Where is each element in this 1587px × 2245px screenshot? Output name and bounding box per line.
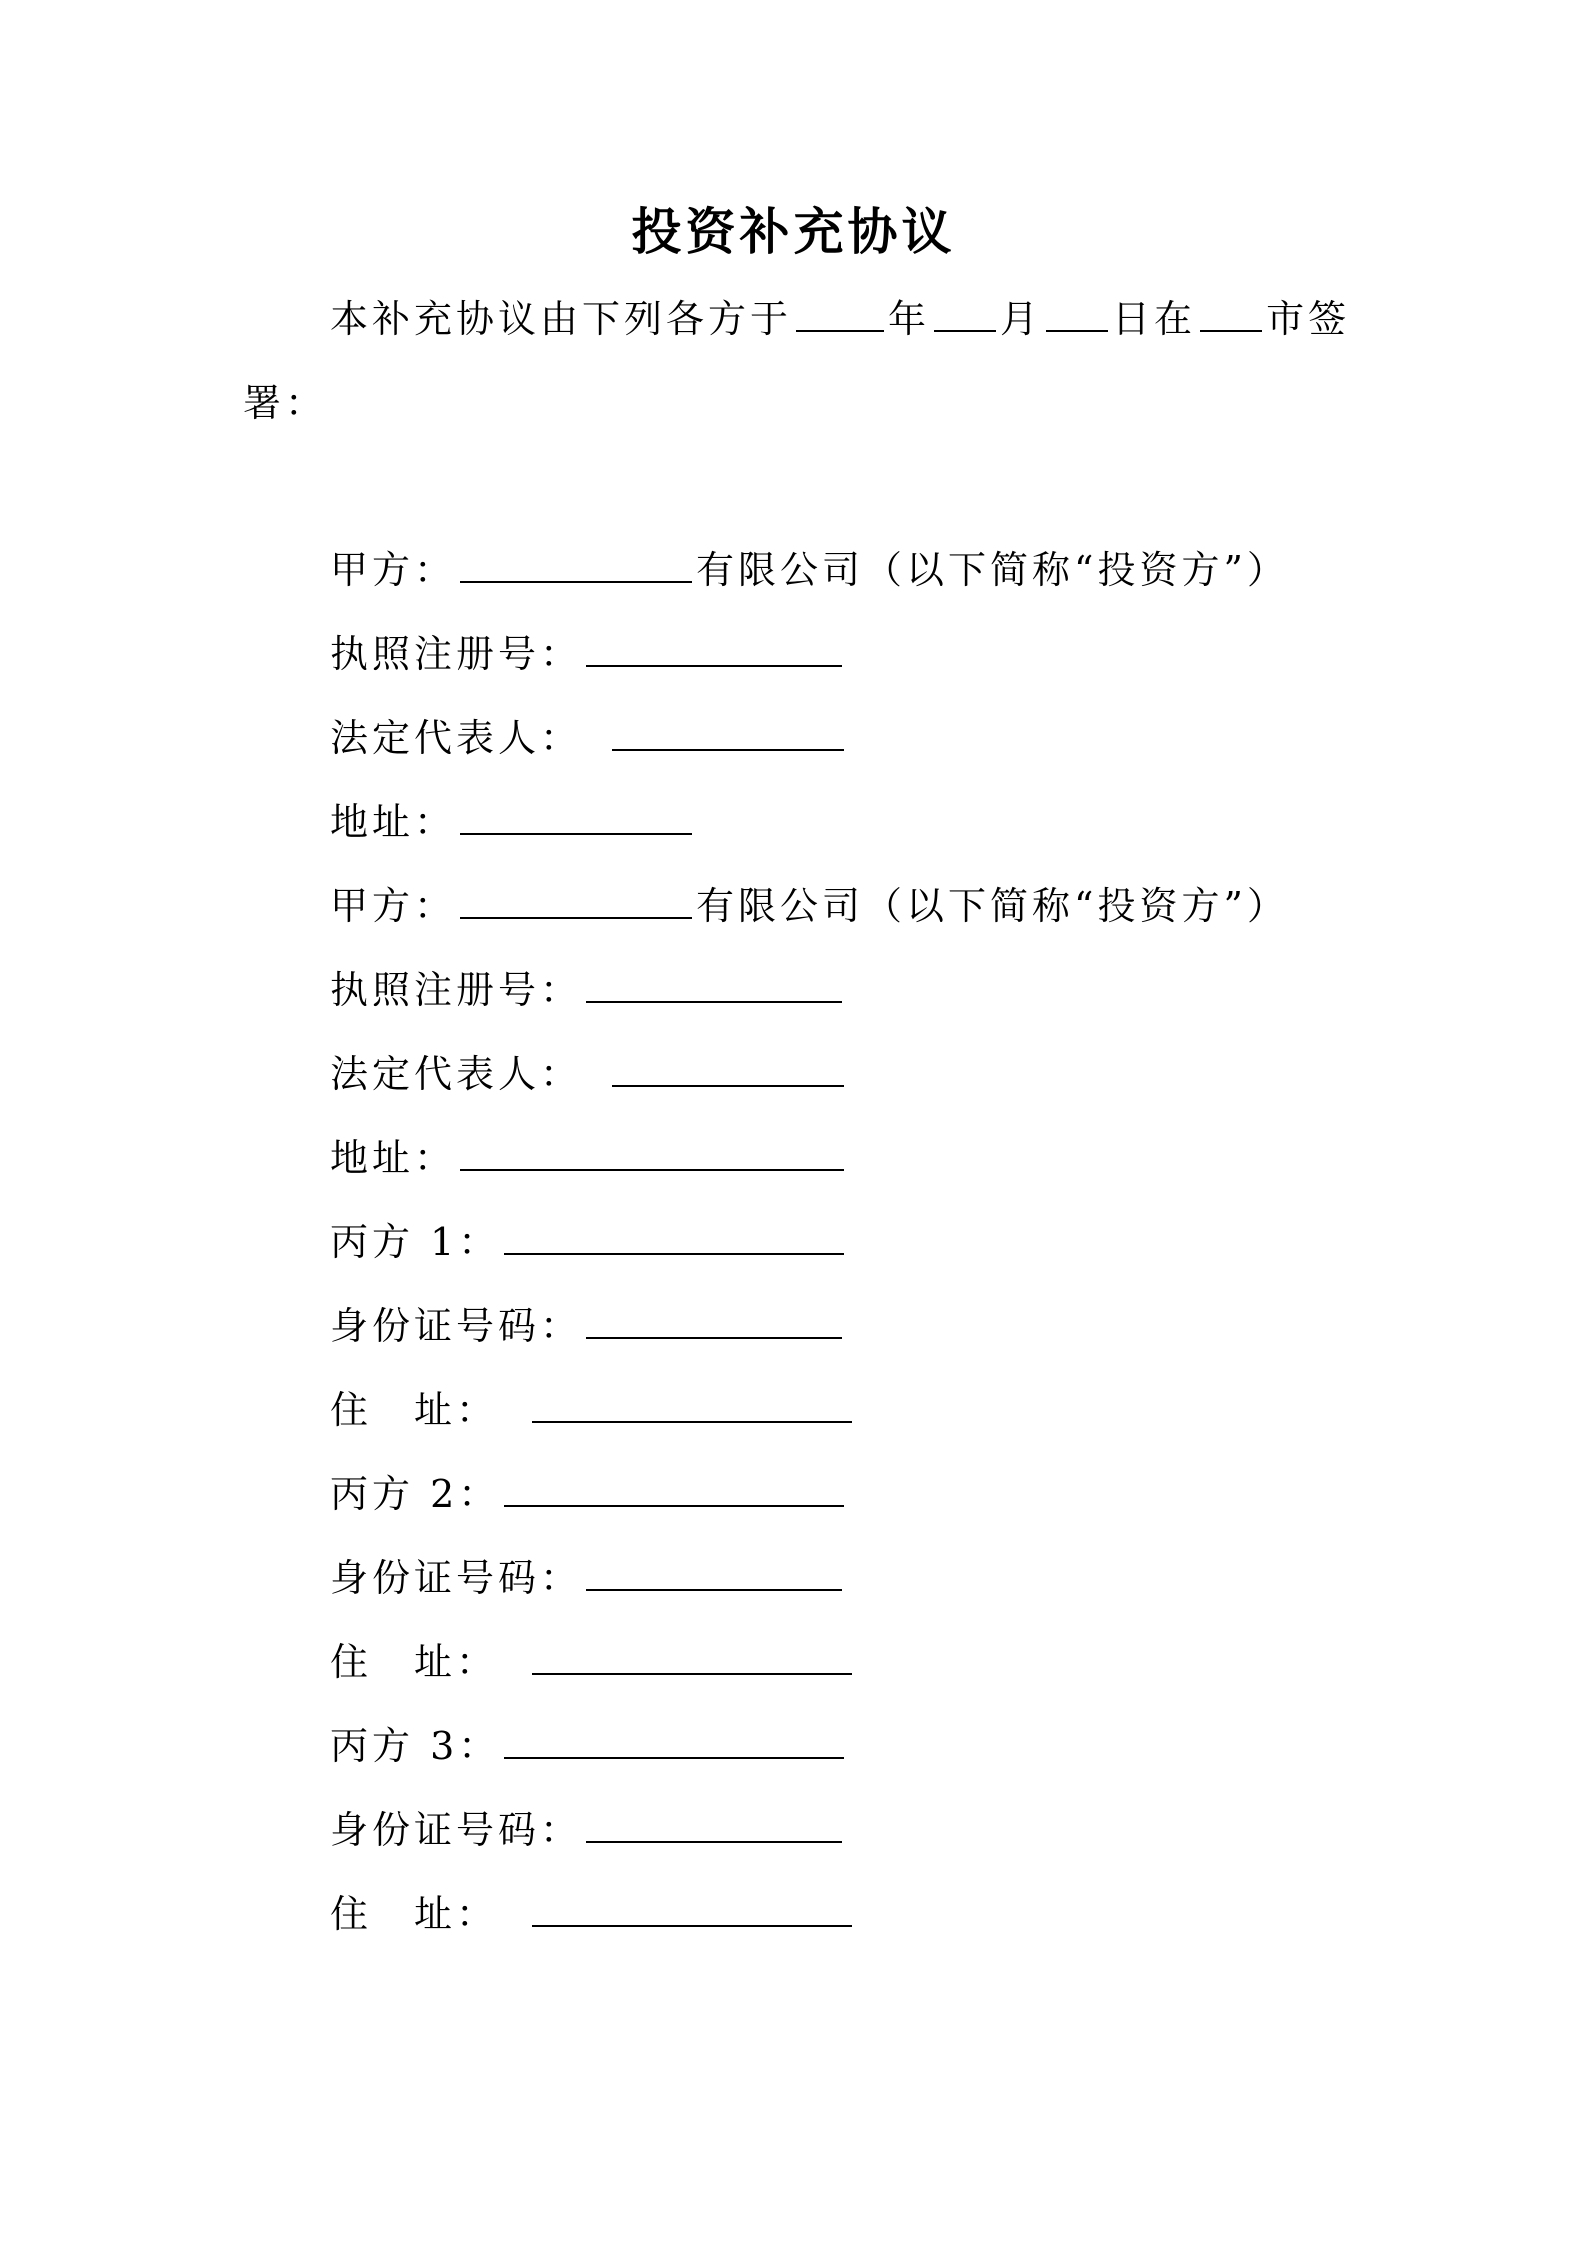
month-blank[interactable] bbox=[934, 292, 996, 332]
intro-text-3: 月 bbox=[1000, 297, 1043, 341]
party-c1-id-blank[interactable] bbox=[586, 1299, 842, 1339]
party-a2-address-blank[interactable] bbox=[460, 1131, 844, 1171]
party-c2-name-blank[interactable] bbox=[504, 1467, 844, 1507]
intro-text-4: 日在 bbox=[1112, 297, 1197, 341]
party-a2-rep-line bbox=[330, 1047, 848, 1099]
party-a1-rep-blank[interactable] bbox=[612, 711, 844, 751]
party-a2-rep-blank[interactable] bbox=[612, 1047, 844, 1087]
day-blank[interactable] bbox=[1046, 292, 1108, 332]
party-c3-id-line bbox=[330, 1803, 846, 1855]
city-blank[interactable] bbox=[1200, 292, 1262, 332]
party-a1-address-label: 地址： bbox=[330, 800, 457, 844]
party-c1-address-blank[interactable] bbox=[532, 1383, 852, 1423]
party-a2-line bbox=[330, 879, 1289, 931]
party-c2-line bbox=[330, 1467, 848, 1519]
party-a2-address-line bbox=[330, 1131, 848, 1183]
party-a2-label: 甲方： bbox=[330, 884, 457, 928]
party-c3-id-label: 身份证号码： bbox=[330, 1808, 583, 1852]
party-c1-line bbox=[330, 1215, 848, 1267]
party-c2-address-label: 住 址： bbox=[330, 1640, 499, 1684]
party-c2-label: 丙方 2： bbox=[330, 1472, 501, 1516]
intro-text-1: 本补充协议由下列各方于 bbox=[330, 297, 793, 341]
party-a1-rep-label: 法定代表人： bbox=[330, 716, 583, 760]
party-a1-license-blank[interactable] bbox=[586, 627, 842, 667]
intro-text-2: 年 bbox=[888, 297, 931, 341]
party-c1-label: 丙方 1： bbox=[330, 1220, 501, 1264]
party-c2-id-line bbox=[330, 1551, 846, 1603]
document-title: 投资补充协议 bbox=[631, 202, 956, 261]
party-a2-license-blank[interactable] bbox=[586, 963, 842, 1003]
party-c1-id-line bbox=[330, 1299, 846, 1351]
party-a2-name-blank[interactable] bbox=[460, 879, 692, 919]
party-c1-address-label: 住 址： bbox=[330, 1388, 499, 1432]
intro-line bbox=[330, 292, 1350, 344]
party-a1-name-blank[interactable] bbox=[460, 543, 692, 583]
party-a1-address-line bbox=[330, 795, 696, 847]
party-c2-address-blank[interactable] bbox=[532, 1635, 852, 1675]
party-a1-license-label: 执照注册号： bbox=[330, 632, 583, 676]
party-a1-license-line bbox=[330, 627, 846, 679]
party-c3-name-blank[interactable] bbox=[504, 1719, 844, 1759]
intro-text-5: 市签 bbox=[1266, 297, 1351, 341]
party-c2-address-line bbox=[330, 1635, 856, 1687]
party-c1-name-blank[interactable] bbox=[504, 1215, 844, 1255]
party-a1-line bbox=[330, 543, 1289, 595]
party-a2-license-label: 执照注册号： bbox=[330, 968, 583, 1012]
party-a2-suffix: 有限公司（以下简称“投资方”） bbox=[696, 884, 1289, 928]
party-c1-address-line bbox=[330, 1383, 856, 1435]
party-a1-rep-line bbox=[330, 711, 848, 763]
party-a1-address-blank[interactable] bbox=[460, 795, 692, 835]
party-a1-label: 甲方： bbox=[330, 548, 457, 592]
party-c1-id-label: 身份证号码： bbox=[330, 1304, 583, 1348]
party-c2-id-blank[interactable] bbox=[586, 1551, 842, 1591]
party-c3-id-blank[interactable] bbox=[586, 1803, 842, 1843]
party-c3-address-label: 住 址： bbox=[330, 1892, 499, 1936]
party-c3-address-blank[interactable] bbox=[532, 1887, 852, 1927]
year-blank[interactable] bbox=[796, 292, 884, 332]
party-a2-license-line bbox=[330, 963, 846, 1015]
party-a1-suffix: 有限公司（以下简称“投资方”） bbox=[696, 548, 1289, 592]
party-a2-address-label: 地址： bbox=[330, 1136, 457, 1180]
party-c3-label: 丙方 3： bbox=[330, 1724, 501, 1768]
party-c3-address-line bbox=[330, 1887, 856, 1939]
intro-line-2 bbox=[243, 378, 327, 428]
party-c2-id-label: 身份证号码： bbox=[330, 1556, 583, 1600]
party-a2-rep-label: 法定代表人： bbox=[330, 1052, 583, 1096]
party-c3-line bbox=[330, 1719, 848, 1771]
intro-text-6: 署： bbox=[243, 381, 328, 425]
